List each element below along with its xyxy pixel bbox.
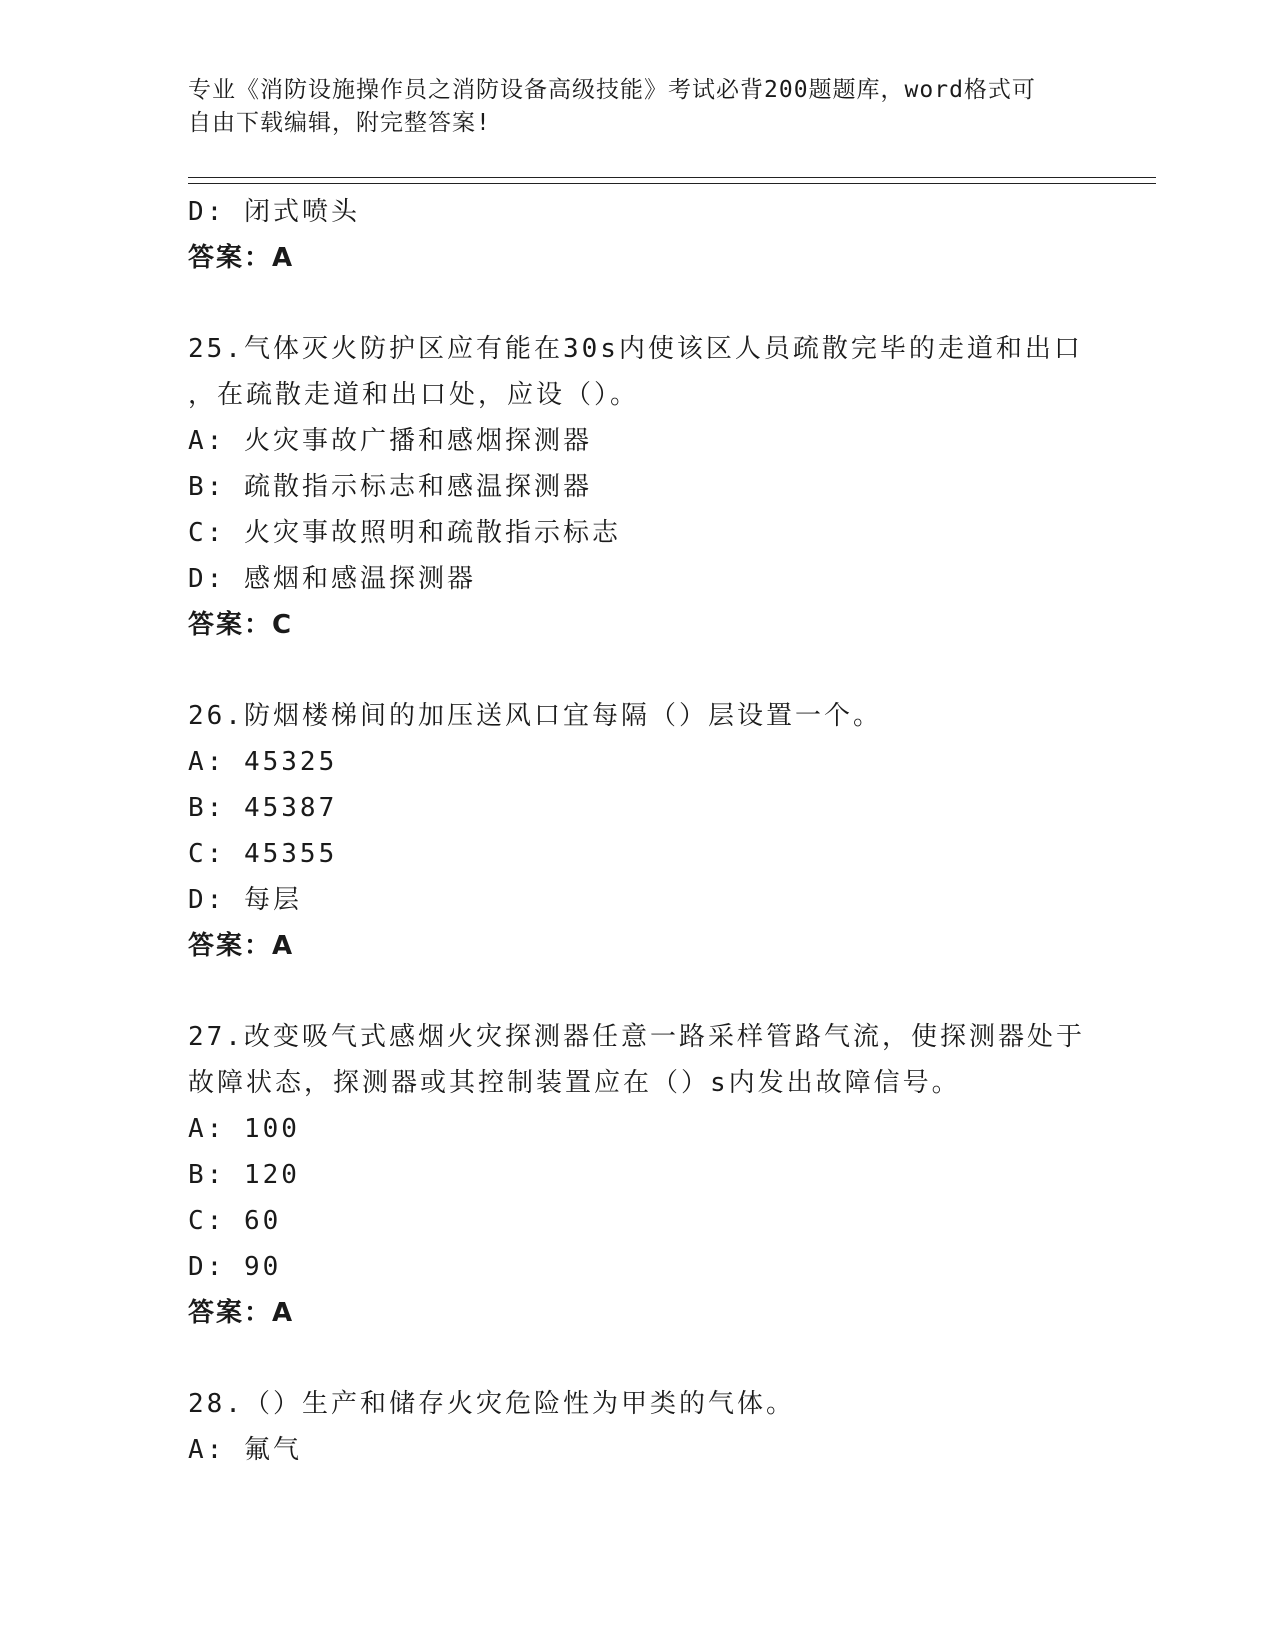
document-header — [188, 74, 1088, 140]
question-28-text-line-1: 28.（）生产和储存火灾危险性为甲类的气体。 — [188, 1389, 795, 1419]
question-27-option-a: A: 100 — [188, 1114, 300, 1144]
question-26-option-b: B: 45387 — [188, 793, 338, 823]
question-25-option-c: C: 火灾事故照明和疏散指示标志 — [188, 518, 621, 548]
question-27-option-c: C: 60 — [188, 1206, 282, 1236]
question-28-option-a: A: 氟气 — [188, 1435, 302, 1465]
question-27-text-line-2: 故障状态，探测器或其控制装置应在（）s内发出故障信号。 — [188, 1068, 961, 1098]
question-26-text-line-1: 26.防烟楼梯间的加压送风口宜每隔（）层设置一个。 — [188, 701, 882, 731]
question-list — [188, 189, 1088, 1473]
question-25-option-a: A: 火灾事故广播和感烟探测器 — [188, 426, 592, 456]
spacer — [188, 648, 1088, 693]
question-25 — [188, 326, 1088, 648]
question-28 — [188, 1381, 1088, 1473]
question-27-option-b: B: 120 — [188, 1160, 300, 1190]
question-25-text-line-2: ，在疏散走道和出口处，应设（）。 — [188, 380, 640, 410]
header-rule-bottom — [188, 183, 1156, 184]
prev-answer: 答案：A — [188, 243, 295, 273]
spacer — [188, 1336, 1088, 1381]
header-line-2: 自由下载编辑，附完整答案! — [188, 110, 491, 136]
question-25-answer: 答案：C — [188, 610, 294, 640]
question-27 — [188, 1014, 1088, 1336]
question-26-answer: 答案：A — [188, 931, 295, 961]
question-27-option-d: D: 90 — [188, 1252, 282, 1282]
prev-option-d: D: 闭式喷头 — [188, 197, 360, 227]
header-rule-top — [188, 177, 1156, 178]
spacer — [188, 281, 1088, 326]
question-26-option-c: C: 45355 — [188, 839, 338, 869]
question-25-option-d: D: 感烟和感温探测器 — [188, 564, 476, 594]
question-25-text-line-1: 25.气体灭火防护区应有能在30s内使该区人员疏散完毕的走道和出口 — [188, 334, 1083, 364]
question-26-option-a: A: 45325 — [188, 747, 338, 777]
question-26-option-d: D: 每层 — [188, 885, 302, 915]
question-25-option-b: B: 疏散指示标志和感温探测器 — [188, 472, 592, 502]
question-27-text-line-1: 27.改变吸气式感烟火灾探测器任意一路采样管路气流，使探测器处于 — [188, 1022, 1085, 1052]
question-26 — [188, 693, 1088, 969]
spacer — [188, 969, 1088, 1014]
header-line-1: 专业《消防设施操作员之消防设备高级技能》考试必背200题题库，word格式可 — [188, 77, 1036, 103]
question-27-answer: 答案：A — [188, 1298, 295, 1328]
